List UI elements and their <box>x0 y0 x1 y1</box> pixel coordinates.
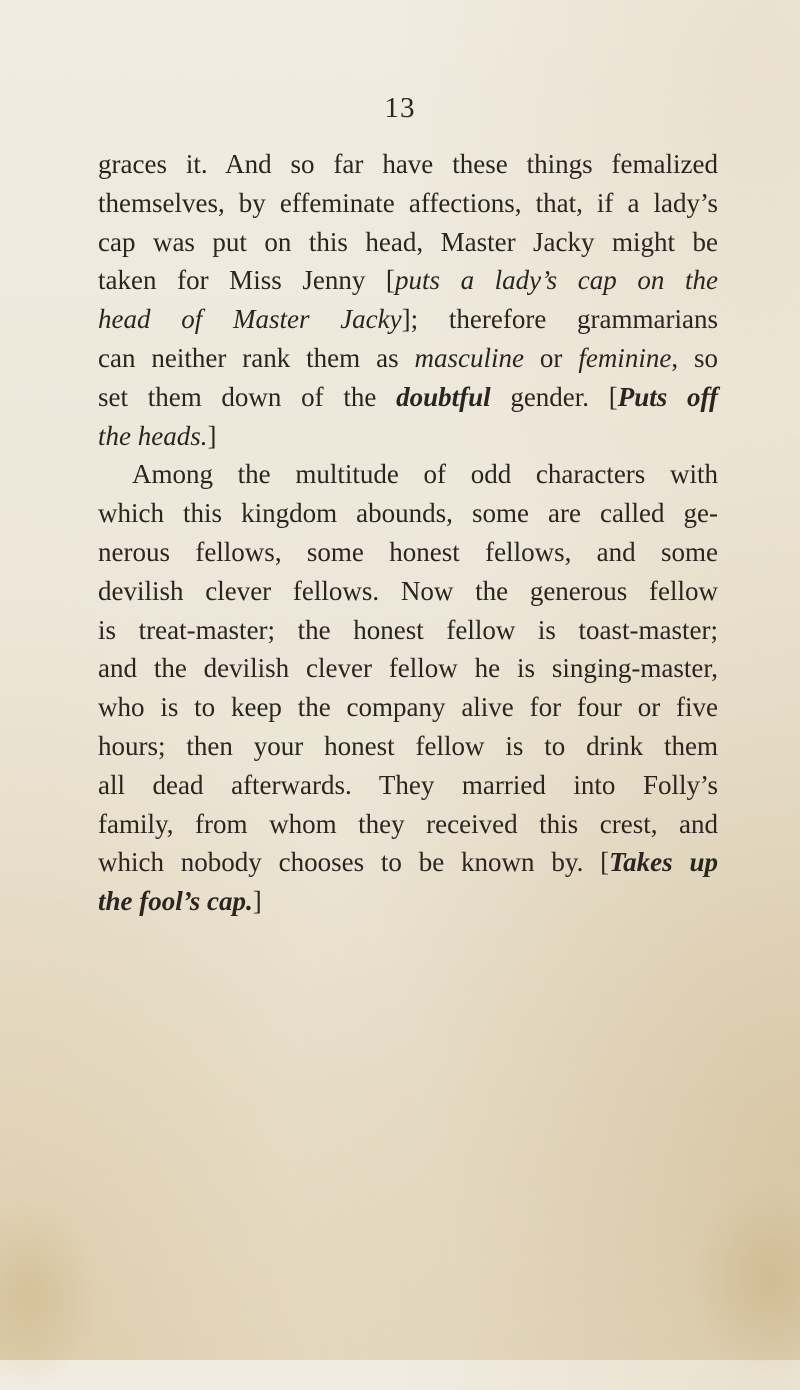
body-text <box>98 145 718 921</box>
stage-direction: Takes up <box>609 847 718 878</box>
text-line: themselves, by effeminate affections, that, if a lady’s <box>98 187 718 218</box>
text-run: ] <box>252 886 262 917</box>
text-line: all dead afterwards. They married into Folly’s <box>98 769 718 800</box>
text-line <box>98 378 718 417</box>
text-line <box>98 261 718 300</box>
text-line: nerous fellows, some honest fellows, and some <box>98 536 718 567</box>
text-line: graces it. And so far have these things femalized <box>98 149 718 179</box>
stage-direction: Puts off <box>617 381 718 412</box>
text-run: can neither rank them as <box>98 342 415 373</box>
text-line <box>98 843 718 882</box>
text-line <box>98 882 718 921</box>
foxing-stain <box>0 1200 100 1390</box>
text-line <box>98 417 718 456</box>
text-line: devilish clever fellows. Now the generous fellow <box>98 575 718 606</box>
text-line <box>98 300 718 339</box>
stage-direction: head of Master Jacky <box>98 304 402 335</box>
text-line: is treat-master; the honest fellow is toast-master; <box>98 614 718 645</box>
text-line: which this kingdom abounds, some are called ge- <box>98 498 718 529</box>
text-run: set them down of the <box>98 381 397 412</box>
italic-term: masculine <box>414 342 524 373</box>
foxing-stain <box>690 1180 800 1380</box>
text-line: who is to keep the company alive for four or five <box>98 692 718 723</box>
text-run: which nobody chooses to be known by. [ <box>98 847 610 878</box>
stage-direction: the fool’s cap. <box>98 886 253 917</box>
italic-term: doubtful <box>396 381 491 412</box>
text-line: cap was put on this head, Master Jacky might be <box>98 226 718 257</box>
text-line: Among the multitude of odd characters with <box>132 459 718 490</box>
text-run: ]; therefore grammarians <box>401 304 718 335</box>
text-run: ] <box>207 420 217 451</box>
text-run: taken for Miss Jenny [ <box>98 265 395 296</box>
text-line: hours; then your honest fellow is to drink them <box>98 730 718 761</box>
text-run: gender. [ <box>490 381 618 412</box>
stage-direction: puts a lady’s cap on the <box>394 265 719 296</box>
text-run: or <box>523 342 579 373</box>
page-number: 13 <box>384 92 416 124</box>
stage-direction: the heads. <box>98 420 208 451</box>
text-line <box>98 339 718 378</box>
text-line: and the devilish clever fellow he is singing-master, <box>98 653 718 684</box>
text-line: family, from whom they received this crest, and <box>98 808 718 839</box>
text-run: , so <box>671 342 718 373</box>
italic-term: feminine <box>578 342 672 373</box>
